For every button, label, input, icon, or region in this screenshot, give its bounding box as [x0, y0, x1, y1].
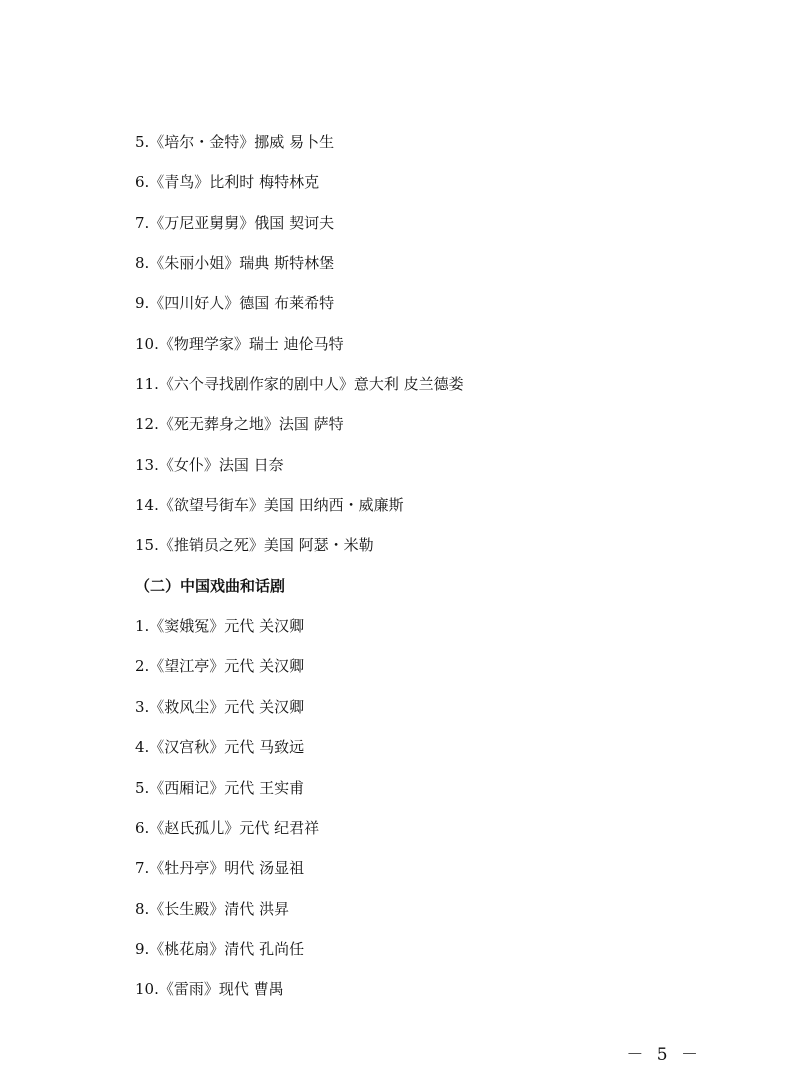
list-item: 12.《死无葬身之地》法国 萨特 [135, 415, 344, 434]
page-number: － 5 － [626, 1045, 702, 1065]
list-item: 1.《窦娥冤》元代 关汉卿 [135, 617, 305, 636]
list-item: 5.《培尔・金特》挪威 易卜生 [135, 133, 335, 151]
list-item: 15.《推销员之死》美国 阿瑟・米勒 [135, 536, 374, 555]
list-item: 10.《物理学家》瑞士 迪伦马特 [135, 334, 344, 353]
list-item: 9.《桃花扇》清代 孔尚任 [135, 939, 305, 958]
list-item: 14.《欲望号街车》美国 田纳西・威廉斯 [135, 496, 404, 515]
list-item: 7.《牡丹亭》明代 汤显祖 [135, 859, 305, 878]
list-item: 13.《女仆》法国 日奈 [135, 455, 284, 474]
list-item: 9.《四川好人》德国 布莱希特 [135, 294, 335, 313]
list-item: 5.《西厢记》元代 王实甫 [135, 778, 305, 797]
list-item: 4.《汉宫秋》元代 马致远 [135, 738, 305, 757]
list-item: 3.《救风尘》元代 关汉卿 [135, 697, 305, 716]
list-item: 10.《雷雨》现代 曹禺 [135, 980, 284, 999]
play-list [135, 128, 755, 1016]
list-item: 6.《青鸟》比利时 梅特林克 [135, 173, 320, 192]
section-heading: （二）中国戏曲和话剧 [135, 576, 286, 595]
list-item: 2.《望江亭》元代 关汉卿 [135, 657, 305, 676]
list-item: 6.《赵氏孤儿》元代 纪君祥 [135, 818, 320, 837]
list-item: 8.《长生殿》清代 洪昇 [135, 899, 290, 918]
list-item: 8.《朱丽小姐》瑞典 斯特林堡 [135, 254, 335, 273]
list-item: 11.《六个寻找剧作家的剧中人》意大利 皮兰德娄 [135, 375, 464, 394]
list-item: 7.《万尼亚舅舅》俄国 契诃夫 [135, 213, 335, 232]
